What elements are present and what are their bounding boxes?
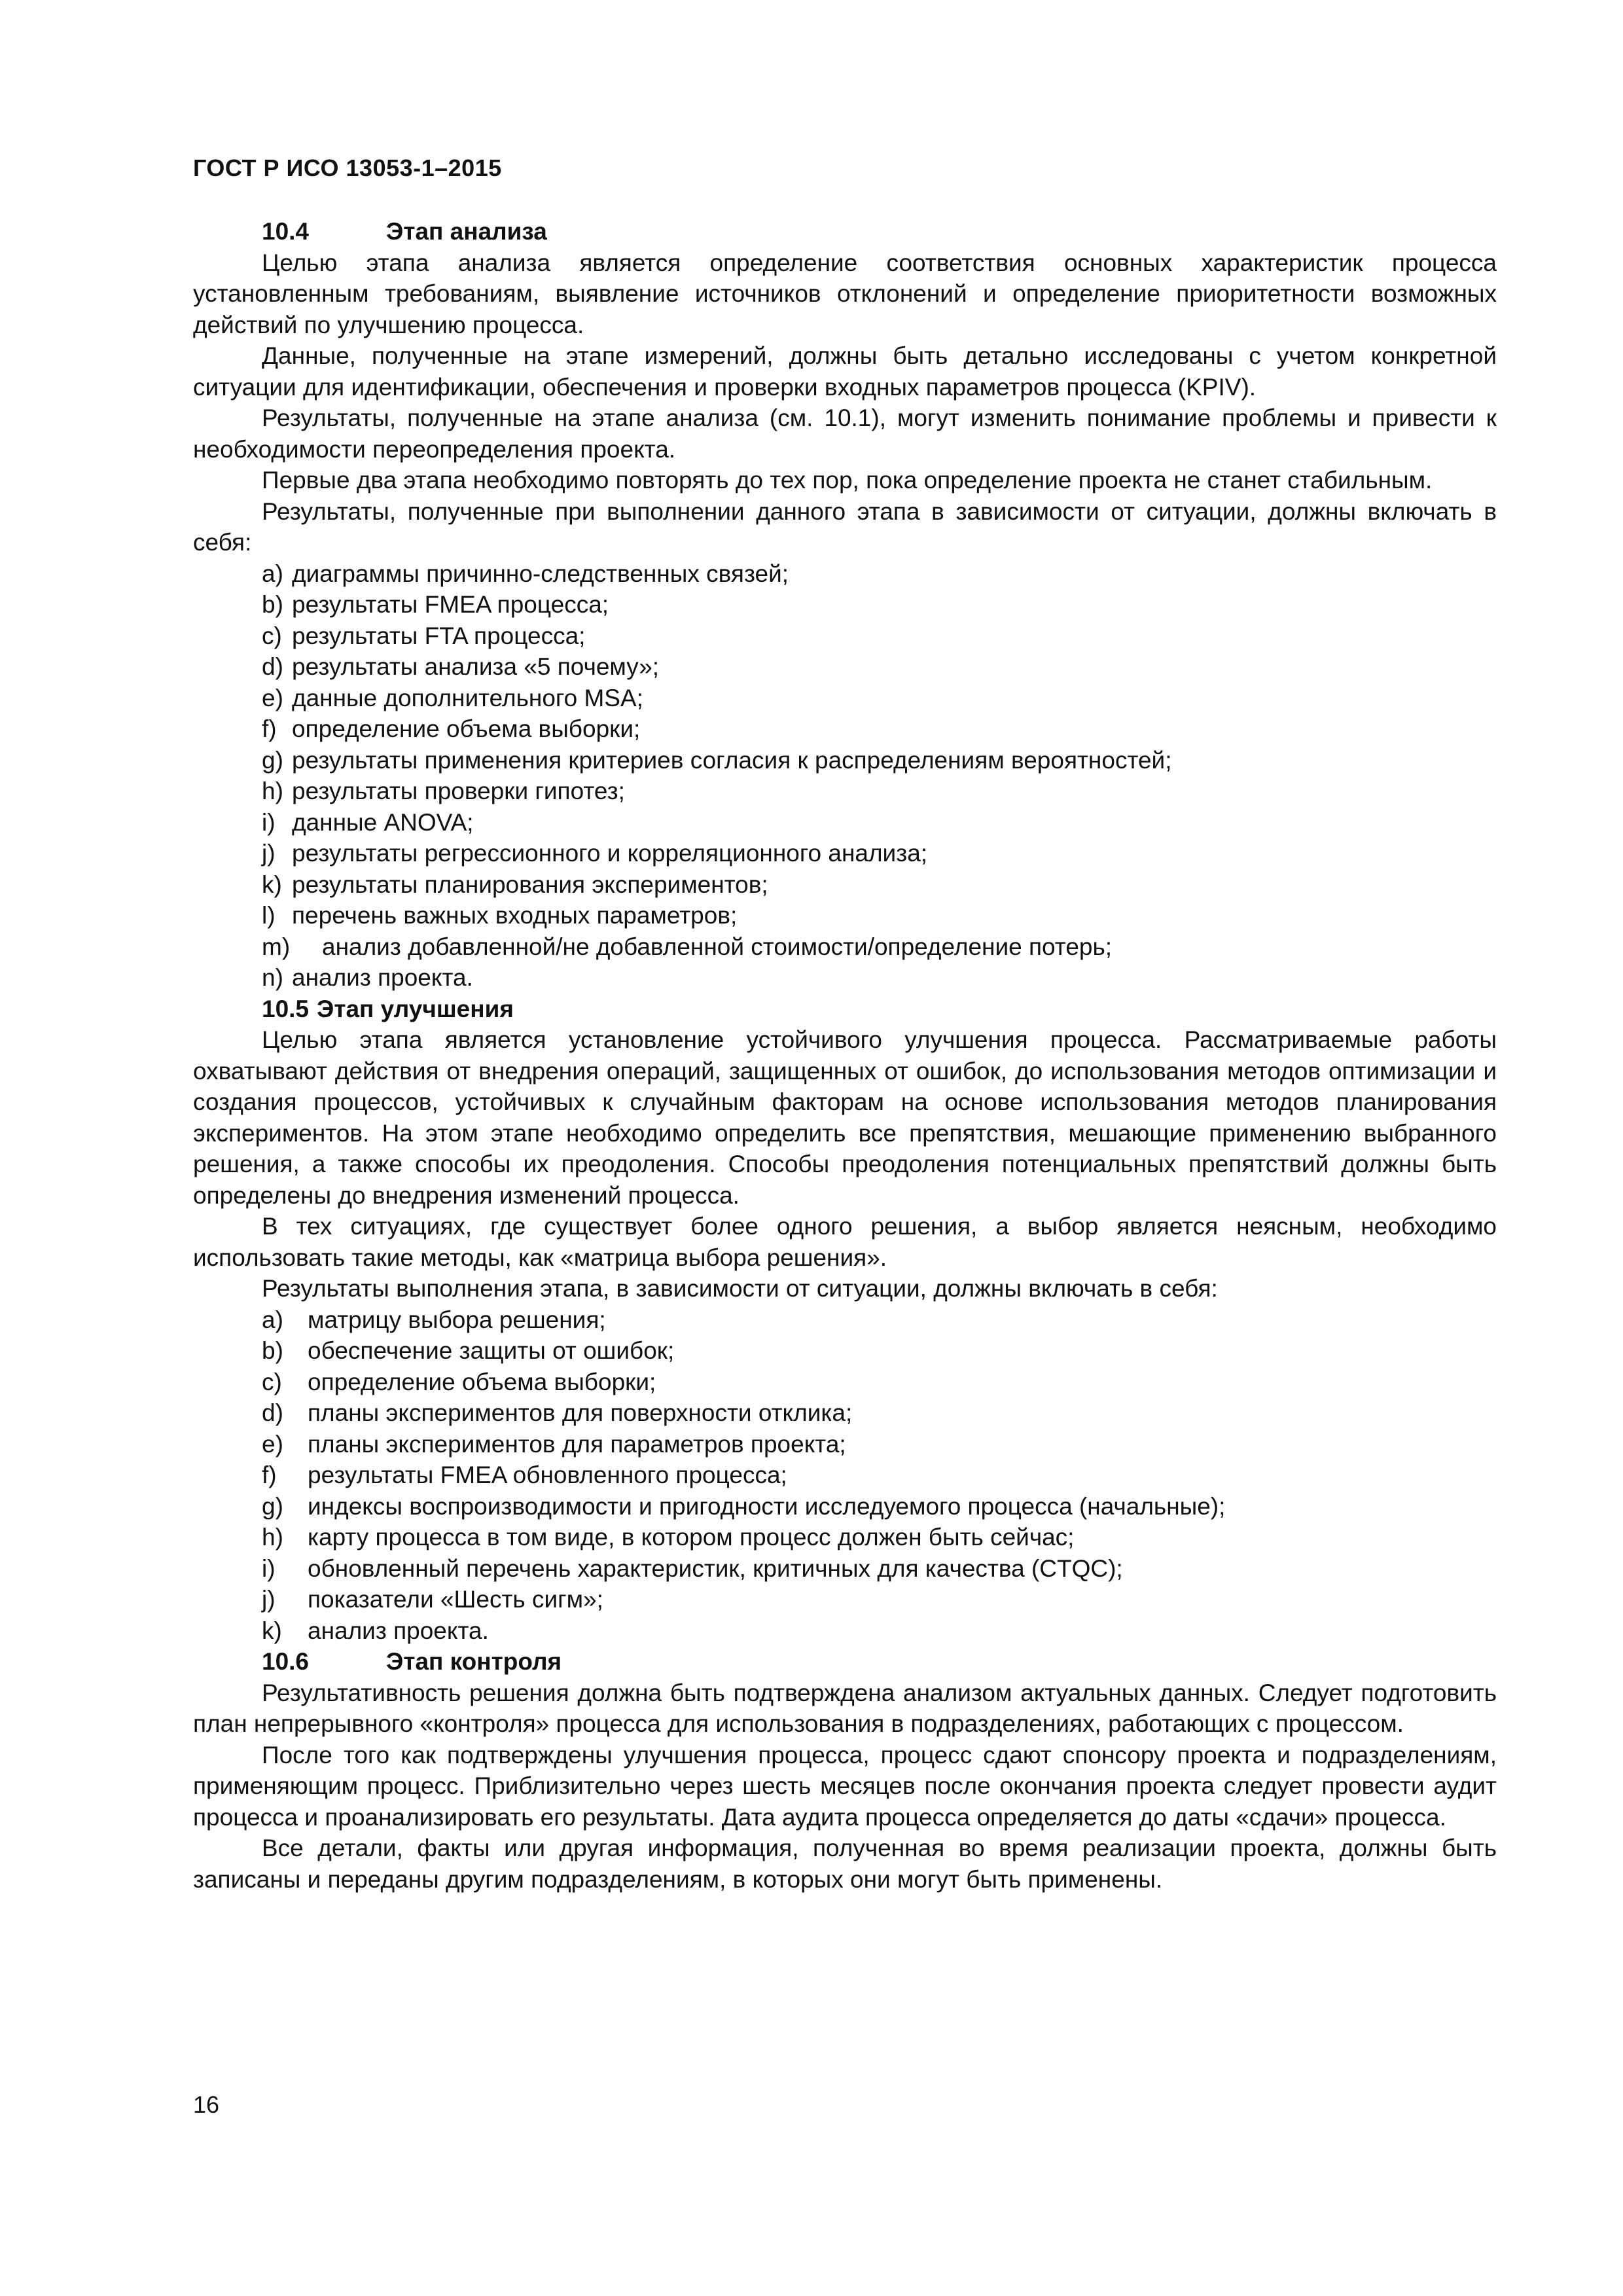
paragraph: Результативность решения должна быть подтверждена анализом актуальных данных. Следует подготовить план непрерывного «контроля» процесса для использования в подразделениях, работающих с процессом. — [193, 1679, 1497, 1737]
list-item — [193, 869, 1497, 901]
list-marker: k) — [262, 1617, 282, 1644]
list-marker: k) — [262, 870, 282, 898]
paragraph: Данные, полученные на этапе измерений, должны быть детально исследованы с учетом конкретной ситуации для идентификации, обеспечения и проверки входных параметров процесса (KPIV). — [193, 342, 1497, 401]
list-item-text: перечень важных входных параметров; — [292, 902, 738, 929]
list-item-text: определение объема выборки; — [292, 715, 641, 742]
list-item-text: данные ANOVA; — [292, 808, 474, 836]
list-item-text: матрицу выбора решения; — [308, 1306, 606, 1333]
list-item — [193, 713, 1497, 745]
list-item-text: определение объема выборки; — [308, 1368, 656, 1395]
paragraph: Целью этапа является установление устойчивого улучшения процесса. Рассматриваемые работы охватывают действия от внедрения операций, защищенных от ошибок, до использования методов оптимизации и создания процессов, устойчивых к случайным факторам на основе использования методов планирования экспериментов. На этом этапе необходимо определить все препятствия, мешающие применению выбранного решения, а также способы их преодоления. Способы преодоления потенциальных препятствий должны быть определены до внедрения изменений процесса. — [193, 1026, 1497, 1209]
list-item-text: планы экспериментов для параметров проекта; — [308, 1430, 846, 1458]
list-item — [193, 683, 1497, 714]
list-marker: e) — [262, 1430, 283, 1458]
analysis-results-list — [193, 558, 1497, 994]
list-item-text: карту процесса в том виде, в котором процесс должен быть сейчас; — [308, 1524, 1075, 1551]
section-heading-10-6 — [193, 1646, 1497, 1677]
section-number: 10.5 — [262, 995, 310, 1022]
list-item-text: анализ добавленной/не добавленной стоимости/определение потерь; — [322, 933, 1113, 960]
list-marker: b) — [262, 1337, 283, 1364]
document-body — [193, 216, 1497, 1895]
list-item-text: результаты проверки гипотез; — [292, 778, 625, 804]
list-item — [193, 1615, 1497, 1647]
list-marker: f) — [262, 1462, 277, 1488]
list-item — [193, 931, 1497, 963]
paragraph: Целью этапа анализа является определение соответствия основных характеристик процесса установленным требованиям, выявление источников отклонений и определение приоритетности возможных действий по улучшению процесса. — [193, 249, 1497, 338]
paragraph: Первые два этапа необходимо повторять до тех пор, пока определение проекта не станет стабильным. — [262, 467, 1433, 493]
list-item — [193, 807, 1497, 838]
list-item — [193, 900, 1497, 931]
list-marker: h) — [262, 1524, 283, 1551]
list-marker: h) — [262, 778, 283, 804]
improvement-results-list — [193, 1304, 1497, 1647]
section-title: Этап контроля — [386, 1648, 562, 1675]
list-marker: a) — [262, 1306, 283, 1333]
list-item-text: планы экспериментов для поверхности отклика; — [308, 1399, 853, 1426]
list-item — [193, 1584, 1497, 1615]
list-item — [193, 1397, 1497, 1429]
list-marker: i) — [262, 808, 276, 836]
list-item-text: результаты FTA процесса; — [292, 622, 586, 649]
list-item — [193, 589, 1497, 620]
list-item-text: результаты применения критериев согласия к распределениям вероятностей; — [292, 746, 1172, 774]
list-item-text: результаты планирования экспериментов; — [292, 870, 768, 898]
list-marker: c) — [262, 1368, 282, 1395]
document-header: ГОСТ Р ИСО 13053-1–2015 — [193, 154, 502, 181]
list-item-text: результаты анализа «5 почему»; — [292, 653, 660, 680]
list-item — [193, 962, 1497, 994]
list-item — [193, 1304, 1497, 1336]
list-item-text: результаты FMEA обновленного процесса; — [308, 1462, 787, 1488]
section-number: 10.6 — [262, 1648, 310, 1675]
list-marker: e) — [262, 684, 283, 711]
list-item-text: индексы воспроизводимости и пригодности исследуемого процесса (начальные); — [308, 1492, 1226, 1520]
list-item — [193, 1335, 1497, 1367]
list-marker: d) — [262, 653, 283, 680]
paragraph: В тех ситуациях, где существует более одного решения, а выбор является неясным, необходимо использовать такие методы, как «матрица выбора решения». — [193, 1213, 1497, 1271]
list-item-text: анализ проекта. — [308, 1617, 489, 1644]
list-marker: c) — [262, 622, 282, 649]
page-number: 16 — [193, 2091, 220, 2118]
section-title: Этап анализа — [386, 218, 547, 245]
list-item — [193, 558, 1497, 590]
paragraph: Результаты выполнения этапа, в зависимости от ситуации, должны включать в себя: — [262, 1275, 1218, 1302]
list-item — [193, 1491, 1497, 1522]
list-item — [193, 1429, 1497, 1460]
list-item — [193, 1460, 1497, 1491]
section-heading-10-4 — [193, 216, 1497, 247]
paragraph: Результаты, полученные на этапе анализа (см. 10.1), могут изменить понимание проблемы и привести к необходимости переопределения проекта. — [193, 404, 1497, 463]
list-marker: m) — [262, 933, 291, 960]
list-item — [193, 651, 1497, 683]
list-item-text: результаты регрессионного и корреляционного анализа; — [292, 840, 928, 867]
list-item — [193, 620, 1497, 652]
list-marker: d) — [262, 1399, 283, 1426]
list-item-text: анализ проекта. — [292, 964, 473, 991]
paragraph: Результаты, полученные при выполнении данного этапа в зависимости от ситуации, должны включать в себя: — [193, 497, 1497, 556]
list-item — [193, 745, 1497, 776]
section-title: Этап улучшения — [317, 995, 514, 1022]
list-marker: a) — [262, 560, 283, 587]
list-item — [193, 776, 1497, 807]
section-number: 10.4 — [262, 218, 310, 245]
list-marker: g) — [262, 1492, 283, 1520]
paragraph: Все детали, факты или другая информация, полученная во время реализации проекта, должны быть записаны и переданы другим подразделениям, в которых они могут быть применены. — [193, 1835, 1497, 1893]
list-marker: j) — [262, 840, 276, 867]
list-item-text: показатели «Шесть сигм»; — [308, 1586, 603, 1613]
list-item-text: результаты FMEA процесса; — [292, 591, 609, 618]
list-marker: n) — [262, 964, 283, 991]
list-item-text: данные дополнительного MSA; — [292, 684, 643, 711]
list-marker: f) — [262, 715, 277, 742]
list-marker: i) — [262, 1554, 276, 1582]
paragraph: После того как подтверждены улучшения процесса, процесс сдают спонсору проекта и подразделениям, применяющим процесс. Приблизительно через шесть месяцев после окончания проекта следует провести аудит процесса и проанализировать его результаты. Дата аудита процесса определяется до даты «сдачи» процесса. — [193, 1741, 1497, 1831]
list-item — [193, 838, 1497, 869]
section-heading-10-5 — [193, 994, 1497, 1025]
list-item-text: диаграммы причинно-следственных связей; — [292, 560, 789, 587]
list-item — [193, 1367, 1497, 1398]
list-item — [193, 1522, 1497, 1553]
list-marker: l) — [262, 902, 276, 929]
list-item-text: обеспечение защиты от ошибок; — [308, 1337, 675, 1364]
list-marker: b) — [262, 591, 283, 618]
list-item-text: обновленный перечень характеристик, критичных для качества (CTQC); — [308, 1554, 1123, 1582]
list-item — [193, 1553, 1497, 1585]
list-marker: g) — [262, 746, 283, 774]
list-marker: j) — [262, 1586, 276, 1613]
